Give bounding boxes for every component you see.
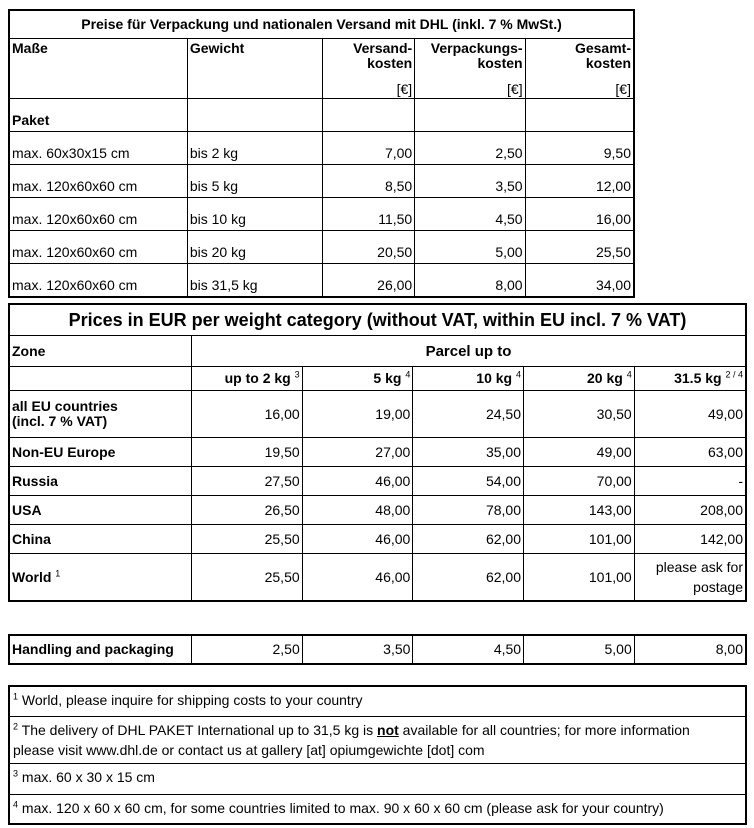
price-cell: 35,00 [413,438,524,467]
zone-cell: all EU countries (incl. 7 % VAT) [9,391,191,438]
international-prices-table [8,303,747,602]
table-row [9,132,634,165]
table-row [9,231,634,264]
footnote: $^3$ max. 60 x 30 x 15 cm [10,764,745,795]
packaging-cell: 4,50 [415,198,525,231]
unit-label: [€] [525,81,634,99]
national-shipping-table [8,9,635,298]
packaging-cell: 3,50 [415,165,525,198]
weight-cell: bis 10 kg [187,198,323,231]
weight-cell: bis 20 kg [187,231,323,264]
section-label: Paket [9,99,187,132]
footnotes [8,685,747,825]
zone-cell: Non-EU Europe [9,438,191,467]
table-row [9,554,746,602]
total-cell: 12,00 [525,165,634,198]
total-cell: 9,50 [525,132,634,165]
weight-cell: bis 2 kg [187,132,323,165]
packaging-cell: 5,00 [415,231,525,264]
header-gesamtkosten: Gesamt- kosten [525,39,634,82]
price-cell: 101,00 [524,525,635,554]
packaging-cell: 2,50 [415,132,525,165]
price-cell: please ask for postage [634,554,746,602]
price-cell: 54,00 [413,467,524,496]
header-verpackungskosten: Verpackungs- kosten [415,39,525,82]
header-versandkosten: Versand- kosten [323,39,415,82]
price-cell: 5,00 [524,635,635,664]
shipping-cell: 11,50 [323,198,415,231]
table-title: Preise für Verpackung und nationalen Versand mit DHL (inkl. 7 % MwSt.) [9,10,634,39]
price-cell: 16,00 [191,391,302,438]
size-cell: max. 120x60x60 cm [9,231,187,264]
zone-cell: USA [9,496,191,525]
size-cell: max. 60x30x15 cm [9,132,187,165]
price-cell: 49,00 [634,391,746,438]
weight-header: 31.5 kg $^{2 / 4}$ [634,367,746,391]
weight-header: 20 kg $^4$ [524,367,635,391]
price-cell: 25,50 [191,525,302,554]
packaging-cell: 8,00 [415,264,525,298]
price-cell: 48,00 [302,496,413,525]
price-cell: 30,50 [524,391,635,438]
table-row [9,496,746,525]
price-cell: 3,50 [302,635,413,664]
table-row [9,165,634,198]
table-row [9,525,746,554]
footnote: $^4$ max. 120 x 60 x 60 cm, for some countries limited to max. 90 x 60 x 60 cm (please ask for your country) [13,799,664,816]
weight-header: 10 kg $^4$ [413,367,524,391]
weight-header: 5 kg $^4$ [302,367,413,391]
shipping-cell: 26,00 [323,264,415,298]
zone-header: Zone [9,336,191,367]
table-title: Prices in EUR per weight category (without VAT, within EU incl. 7 % VAT) [9,304,746,336]
price-cell: 46,00 [302,467,413,496]
table-row [9,198,634,231]
table-row [9,467,746,496]
size-cell: max. 120x60x60 cm [9,264,187,298]
table-row [9,635,746,664]
price-cell: 24,50 [413,391,524,438]
price-cell: 26,50 [191,496,302,525]
price-cell: - [634,467,746,496]
total-cell: 16,00 [525,198,634,231]
zone-cell: World $^1$ [9,554,191,602]
parcel-header: Parcel up to [191,336,746,367]
price-cell: 25,50 [191,554,302,602]
price-cell: 4,50 [413,635,524,664]
zone-cell: Russia [9,467,191,496]
weight-cell: bis 5 kg [187,165,323,198]
table-row [9,438,746,467]
shipping-cell: 20,50 [323,231,415,264]
price-cell: 143,00 [524,496,635,525]
price-cell: 63,00 [634,438,746,467]
price-cell: 78,00 [413,496,524,525]
price-cell: 46,00 [302,554,413,602]
price-cell: 62,00 [413,525,524,554]
table-row [9,264,634,298]
total-cell: 34,00 [525,264,634,298]
weight-header: up to 2 kg $^3$ [191,367,302,391]
price-cell: 46,00 [302,525,413,554]
shipping-cell: 8,50 [323,165,415,198]
price-cell: 208,00 [634,496,746,525]
price-cell: 2,50 [192,635,303,664]
price-cell: 49,00 [524,438,635,467]
size-cell: max. 120x60x60 cm [9,198,187,231]
header-gewicht: Gewicht [187,39,323,82]
header-masse: Maße [9,39,187,82]
weight-cell: bis 31,5 kg [187,264,323,298]
price-cell: 27,00 [302,438,413,467]
footnote: $^2$ The delivery of DHL PAKET International up to 31,5 kg is not available for all countries; for more information please visit www.dhl.de or contact us at gallery [at] opiumgewichte [dot] com [10,717,745,764]
price-cell: 62,00 [413,554,524,602]
price-cell: 19,50 [191,438,302,467]
unit-label: [€] [415,81,525,99]
shipping-cell: 7,00 [323,132,415,165]
price-cell: 8,00 [634,635,746,664]
price-cell: 27,50 [191,467,302,496]
price-cell: 101,00 [524,554,635,602]
zone-cell: China [9,525,191,554]
price-cell: 142,00 [634,525,746,554]
unit-label: [€] [323,81,415,99]
handling-label: Handling and packaging [9,635,192,664]
table-row [9,391,746,438]
footnote: $^1$ World, please inquire for shipping costs to your country [10,687,745,717]
handling-table [8,634,747,665]
price-cell: 70,00 [524,467,635,496]
total-cell: 25,50 [525,231,634,264]
price-cell: 19,00 [302,391,413,438]
size-cell: max. 120x60x60 cm [9,165,187,198]
